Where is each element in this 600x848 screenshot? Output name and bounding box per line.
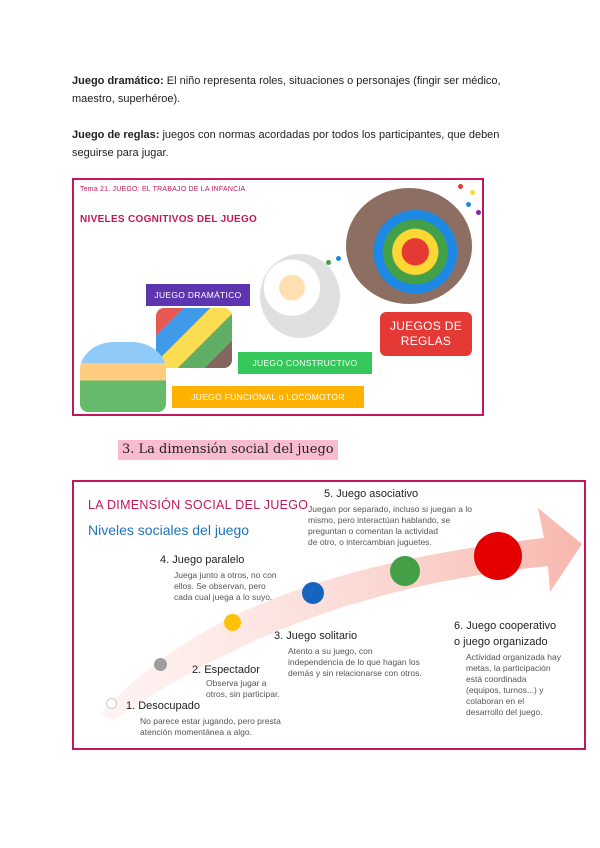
label-juego-dramatico: JUEGO DRAMÁTICO: [146, 284, 250, 306]
slide-title: LA DIMENSIÓN SOCIAL DEL JUEGO: [88, 498, 309, 512]
stage-3-title: 3. Juego solitario: [274, 630, 358, 642]
stage-6-desc: Actividad organizada hay metas, la participación está coordinada (equipos, turnos...) y colaboran en el desarrollo del juego.: [466, 652, 561, 717]
decor-dot: [476, 210, 481, 215]
stage-6-title: 6. Juego cooperativo o juego organizado: [454, 620, 557, 648]
paragraph-juego-dramatico: [72, 72, 512, 108]
decor-dot: [466, 202, 471, 207]
stage-2-dot: [154, 658, 167, 671]
section-heading: 3. La dimensión social del juego: [118, 440, 338, 460]
definition-juego-dramatico: El niño representa roles, situaciones o personajes (fingir ser médico, maestro, superhéroe).: [72, 75, 501, 105]
label-juego-funcional: JUEGO FUNCIONAL o LOCOMOTOR: [172, 386, 364, 408]
decor-dot: [326, 260, 331, 265]
label-juegos-de-reglas: JUEGOS DE REGLAS: [380, 312, 472, 356]
stage-4-dot: [224, 614, 241, 631]
label-juego-constructivo: JUEGO CONSTRUCTIVO: [238, 352, 372, 374]
construction-toys-photo: [156, 308, 232, 368]
slide-subtitle: Niveles sociales del juego: [88, 522, 250, 538]
slide-dimension-social: [72, 480, 586, 750]
stage-1-desc: No parece estar jugando, pero presta atención momentánea a algo.: [140, 716, 281, 737]
kids-playing-photo: [260, 254, 340, 338]
stage-5-dot: [390, 556, 420, 586]
stage-4-desc: Juega junto a otros, no con ellos. Se observan, pero cada cual juega a lo suyo.: [174, 570, 277, 602]
stage-3-desc: Atento a su juego, con independencia de lo que hagan los demás y sin relacionarse con otros.: [288, 646, 422, 678]
stage-1-dot: [106, 698, 117, 709]
stage-6-dot: [474, 532, 522, 580]
stage-2-title: 2. Espectador: [192, 664, 260, 676]
stage-1-title: 1. Desocupado: [126, 700, 200, 712]
paragraph-juego-reglas: [72, 126, 512, 162]
definition-juego-reglas: juegos con normas acordadas por todos los participantes, que deben seguirse para jugar.: [72, 129, 500, 159]
decor-dot: [470, 190, 475, 195]
stage-5-desc: Juegan por separado, incluso si juegan a lo mismo, pero interactúan hablando, se preguntan o comentan la actividad de otro, o intercambian juguetes.: [308, 504, 472, 547]
term-juego-reglas: Juego de reglas:: [72, 129, 160, 141]
decor-dot: [336, 256, 341, 261]
slide-header: Tema 21. JUEGO: EL TRABAJO DE LA INFANCIA: [80, 186, 246, 193]
stage-2-desc: Observa jugar a otros, sin participar.: [206, 678, 280, 699]
stage-5-title: 5. Juego asociativo: [324, 488, 419, 500]
slide-niveles-cognitivos: [72, 178, 484, 416]
stage-4-title: 4. Juego paralelo: [160, 554, 245, 566]
decor-dot: [458, 184, 463, 189]
board-game-photo: [346, 188, 472, 304]
slide-title: NIVELES COGNITIVOS DEL JUEGO: [80, 214, 258, 225]
term-juego-dramatico: Juego dramático:: [72, 75, 164, 87]
baby-gym-photo: [80, 342, 166, 412]
stage-3-dot: [302, 582, 324, 604]
